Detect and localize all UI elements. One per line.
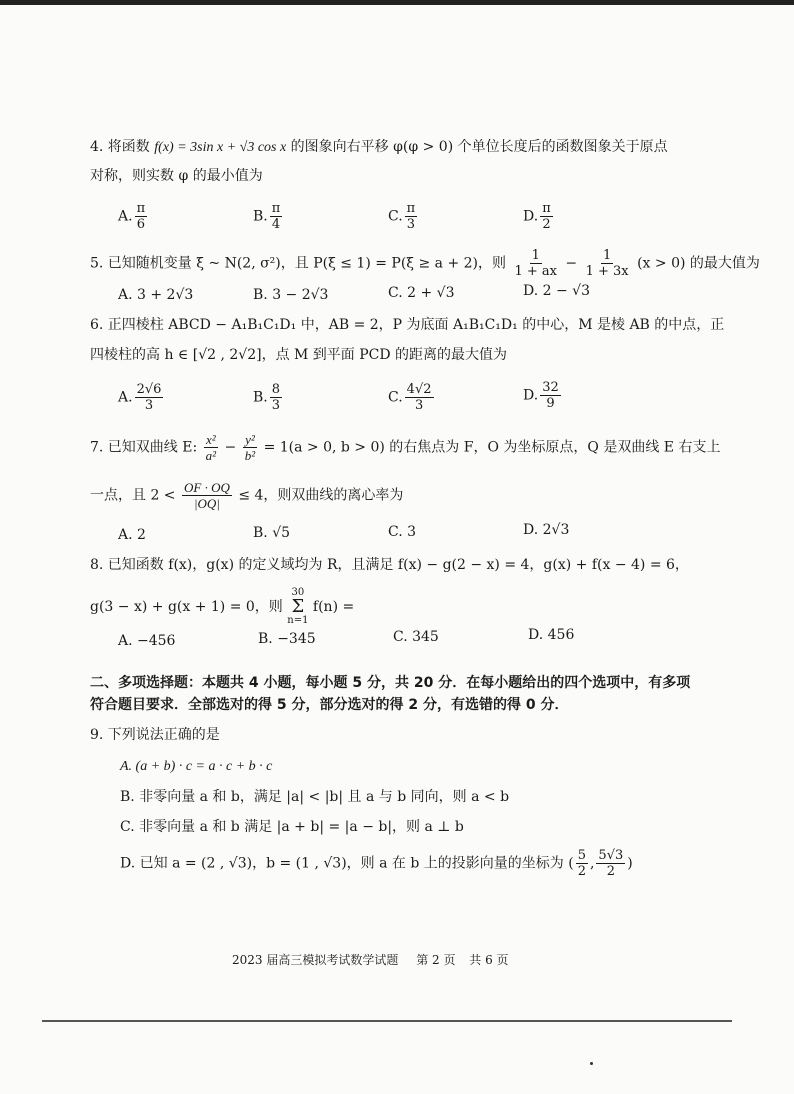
q6-option-d: D. $\frac{32}{9}$ <box>523 380 559 411</box>
q8-line2 <box>90 588 354 626</box>
q5-text-b: (x > 0) 的最大值为 <box>637 255 760 272</box>
bottom-rule <box>42 1020 732 1022</box>
q6-options <box>118 374 718 418</box>
q5-minus: − <box>565 255 578 272</box>
q7-stem: 7. 已知双曲线 E: $\frac{\text{x²}}{\text{a²}}$ − $\frac{\text{y²}}{\text{b²}}$ = 1(a > 0, b > 0) 的右焦点为 F，O 为坐标原点，Q 是双曲线 E 右支上 <box>90 432 721 463</box>
q7-option-b: B. √5 <box>253 525 291 541</box>
q9-option-d: D. 已知 a = (2 , √3)，b = (1 , √3)，则 a 在 b 上的投影向量的坐标为 ( $\frac{5}{2}$ , $\frac{5√3}{2}$ ) <box>120 848 633 879</box>
q8-summation: 30 Σ n=1 <box>287 587 309 626</box>
q8-option-b: B. −345 <box>258 631 316 647</box>
q4-text-b: 的图象向右平移 φ(φ > 0) 个单位长度后的函数图象关于原点 <box>290 139 668 155</box>
q8-line1: 8. 已知函数 f(x)，g(x) 的定义域均为 R，且满足 f(x) − g(2 − x) = 4，g(x) + f(x − 4) = 6， <box>90 557 689 573</box>
q4-option-a: A. $\frac{\pi}{6}$ <box>118 201 146 232</box>
scan-speck <box>590 1062 593 1065</box>
q5-option-a: A. 3 + 2√3 <box>118 287 194 303</box>
q5-option-d: D. 2 − √3 <box>523 283 590 299</box>
q9-option-b: B. 非零向量 a 和 b，满足 |a| < |b| 且 a 与 b 同向，则 a < b <box>120 789 510 805</box>
q5-text-a: 5. 已知随机变量 ξ ~ N(2, σ²)，且 P(ξ ≤ 1) = P(ξ ≥ a + 2)，则 <box>90 255 506 272</box>
q7-vector-frac: $\frac{OF \cdot OQ}{|OQ|}$ <box>184 480 230 511</box>
q8-line2-b: f(n) = <box>312 599 355 615</box>
q8-option-c: C. 345 <box>393 629 439 645</box>
q8-line2-a: g(3 − x) + g(x + 1) = 0，则 <box>90 599 283 615</box>
q4-text-a: 4. 将函数 <box>90 139 150 155</box>
q4-option-c: C. $\frac{\pi}{3}$ <box>388 201 416 232</box>
section2-line2: 符合题目要求．全部选对的得 5 分，部分选对的得 2 分，有选错的得 0 分． <box>90 697 569 713</box>
q4-line1 <box>90 138 668 157</box>
q9-option-c: C. 非零向量 a 和 b 满足 |a + b| = |a − b|，则 a ⊥ b <box>120 819 464 835</box>
q6-option-b: B. $\frac{8}{3}$ <box>253 382 281 413</box>
q4-option-b: B. $\frac{\pi}{4}$ <box>253 201 281 232</box>
q7-text-a: 7. 已知双曲线 E: <box>90 439 198 456</box>
q8-option-d: D. 456 <box>528 627 575 643</box>
q7-option-d: D. 2√3 <box>523 522 570 538</box>
q8-option-a: A. −456 <box>118 633 176 649</box>
q5-frac1: $\frac{1}{1 + ax}$ <box>514 248 557 279</box>
q6-option-a: A. $\frac{2√6}{3}$ <box>118 382 162 413</box>
q7-y-frac: $\frac{\text{y²}}{\text{b²}}$ <box>244 432 256 463</box>
q5-stem <box>90 248 760 279</box>
scan-top-border <box>0 0 794 5</box>
q5-frac2: $\frac{1}{1 + 3x}$ <box>585 248 629 279</box>
q6-line1: 6. 正四棱柱 ABCD − A₁B₁C₁D₁ 中，AB = 2，P 为底面 A₁B₁C₁D₁ 的中心，M 是棱 AB 的中点，正 <box>90 317 725 333</box>
q7-option-c: C. 3 <box>388 524 417 540</box>
q6-option-c: C. $\frac{4√2}{3}$ <box>388 382 432 413</box>
q7-line2-b: ≤ 4，则双曲线的离心率为 <box>238 487 404 504</box>
q5-option-b: B. 3 − 2√3 <box>253 287 329 303</box>
q4-option-d: D. $\frac{\pi}{2}$ <box>523 201 551 232</box>
footer-total: 共 6 页 <box>469 953 509 967</box>
q4-line2: 对称，则实数 φ 的最小值为 <box>90 168 263 184</box>
q9-option-d-text: D. 已知 a = (2 , √3)，b = (1 , √3)，则 a 在 b 上的投影向量的坐标为 ( <box>120 855 574 872</box>
q6-line2: 四棱柱的高 h ∈ [√2 , 2√2]，点 M 到平面 PCD 的距离的最大值为 <box>90 347 508 363</box>
page-footer <box>232 951 509 968</box>
section2-line1: 二、多项选择题：本题共 4 小题，每小题 5 分，共 20 分．在每小题给出的四个选项中，有多项 <box>90 675 691 691</box>
q4-options <box>118 193 718 237</box>
q9-option-a: A. (a + b) · c = a · c + b · c <box>120 759 273 774</box>
footer-page: 第 2 页 <box>416 953 456 967</box>
q7-line2-a: 一点，且 2 < <box>90 487 176 504</box>
q7-x-frac: $\frac{\text{x²}}{\text{a²}}$ <box>205 432 217 463</box>
q7-text-b: = 1(a > 0, b > 0) 的右焦点为 F，O 为坐标原点，Q 是双曲线 E 右支上 <box>263 439 721 456</box>
q9-stem: 9. 下列说法正确的是 <box>90 727 220 743</box>
q4-func: f(x) = 3sin x + √3 cos x <box>154 140 287 155</box>
q7-line2 <box>90 480 403 511</box>
footer-title: 2023 届高三模拟考试数学试题 <box>232 953 399 967</box>
q5-option-c: C. 2 + √3 <box>388 285 455 301</box>
q7-option-a: A. 2 <box>118 527 146 543</box>
